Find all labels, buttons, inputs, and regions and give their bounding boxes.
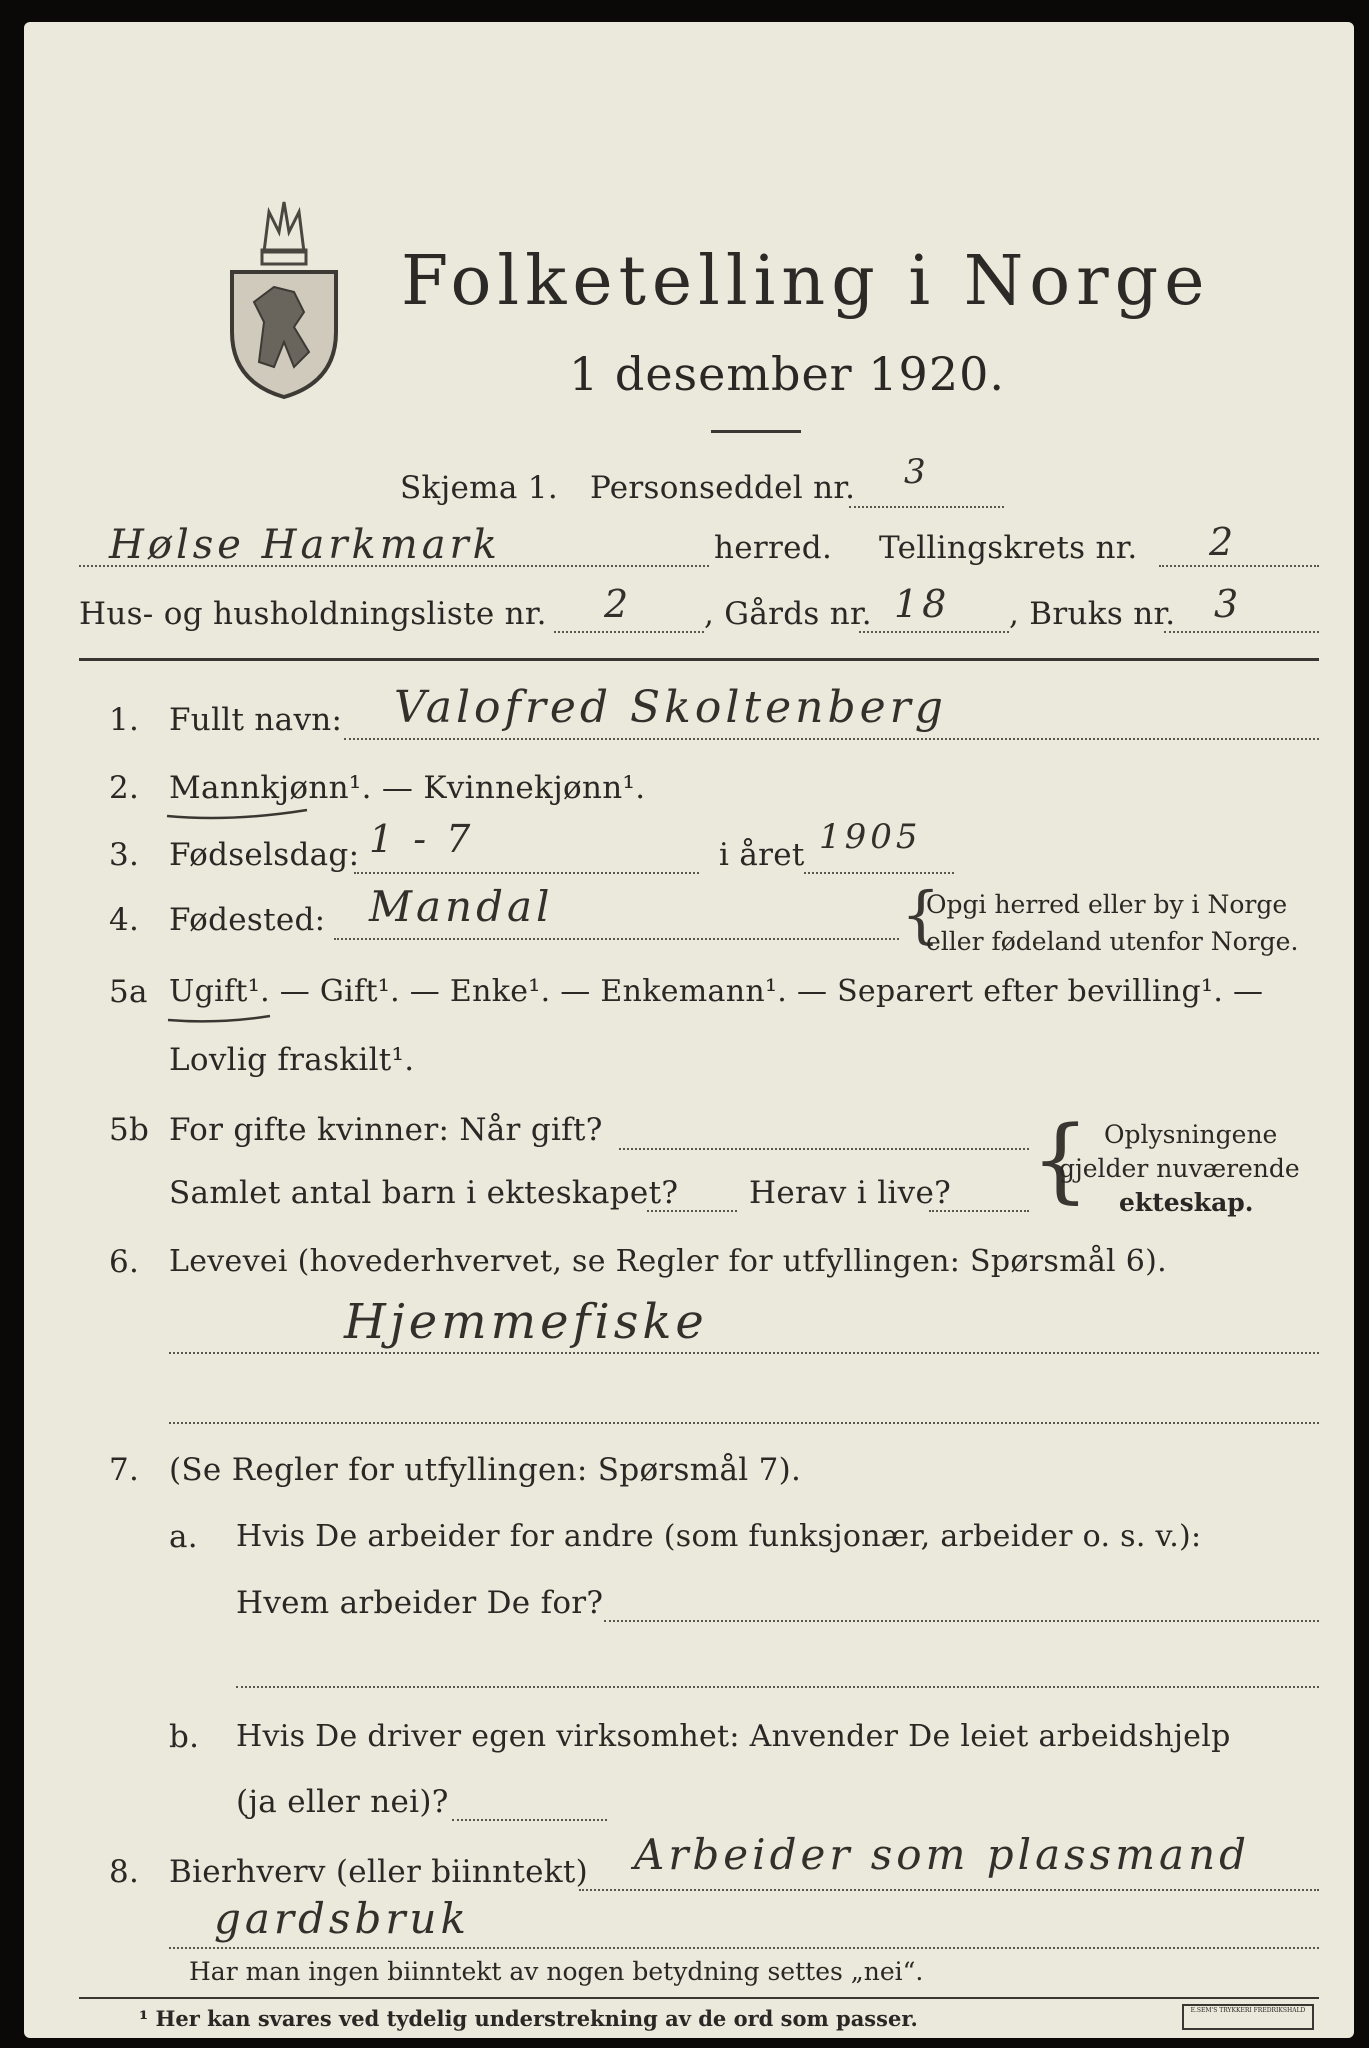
q5b-line-1 xyxy=(619,1148,1029,1150)
personseddel-line xyxy=(849,506,1004,508)
q5b-label: For gifte kvinner: Når gift? xyxy=(169,1112,603,1148)
q7-number: 7. xyxy=(109,1452,140,1488)
q3-label: Fødselsdag: xyxy=(169,837,360,873)
q8-line-2 xyxy=(169,1947,1319,1949)
bruks-line xyxy=(1164,631,1319,633)
q4-number: 4. xyxy=(109,902,140,938)
printer-stamp: E.SEM'S TRYKKERI FREDRIKSHALD xyxy=(1182,2004,1314,2030)
q7a-label: Hvis De arbeider for andre (som funksjonær, arbeider o. s. v.): xyxy=(236,1519,1202,1554)
q7b-label-2: (ja eller nei)? xyxy=(236,1784,449,1820)
gards-label: , Gårds nr. xyxy=(704,596,872,632)
q1-number: 1. xyxy=(109,702,140,738)
q5a-label-2: Lovlig fraskilt¹. xyxy=(169,1042,415,1078)
q6-number: 6. xyxy=(109,1244,140,1280)
q5b-note-line3: ekteskap. xyxy=(1119,1188,1254,1217)
census-form-card xyxy=(24,22,1354,2038)
q8-number: 8. xyxy=(109,1854,140,1890)
q2-number: 2. xyxy=(109,770,140,806)
q5b-number: 5b xyxy=(109,1112,150,1148)
husliste-line xyxy=(554,631,704,633)
personseddel-value[interactable]: 3 xyxy=(904,452,930,492)
q2-underline-mark xyxy=(162,804,312,824)
footnote-separator xyxy=(79,1997,1319,1999)
footnote: ¹ Her kan svares ved tydelig understrekning av de ord som passer. xyxy=(139,2006,918,2031)
q8-label: Bierhverv (eller biinntekt) xyxy=(169,1854,589,1890)
q5a-label: Ugift¹. — Gift¹. — Enke¹. — Enkemann¹. — Separert efter bevilling¹. — xyxy=(169,974,1264,1009)
q5b-label-2: Samlet antal barn i ekteskapet? xyxy=(169,1175,679,1211)
bruks-label: , Bruks nr. xyxy=(1009,596,1176,632)
q8-value[interactable]: Arbeider som plassmand xyxy=(634,1830,1251,1879)
form-subtitle: 1 desember 1920. xyxy=(569,347,1005,401)
q7a-label-2: Hvem arbeider De for? xyxy=(236,1585,604,1621)
q8-line-1 xyxy=(579,1889,1319,1891)
q4-value[interactable]: Mandal xyxy=(369,882,554,931)
q8-note: Har man ingen biinntekt av nogen betydning settes „nei“. xyxy=(189,1957,924,1986)
q5b-note-brace: { xyxy=(1031,1106,1090,1213)
q1-label: Fullt navn: xyxy=(169,702,343,738)
skjema-label: Skjema 1. xyxy=(400,470,558,506)
q4-note-brace: { xyxy=(901,878,941,951)
q1-value[interactable]: Valofred Skoltenberg xyxy=(394,682,947,733)
q7b-label: Hvis De driver egen virksomhet: Anvender De leiet arbeidshjelp xyxy=(236,1719,1231,1754)
form-title: Folketelling i Norge xyxy=(401,242,1211,321)
q6-line-1 xyxy=(169,1352,1319,1354)
tellingskrets-label: Tellingskrets nr. xyxy=(879,530,1138,566)
q5b-label-3: Herav i live? xyxy=(749,1175,952,1211)
tellingskrets-value[interactable]: 2 xyxy=(1209,520,1238,564)
q1-line xyxy=(344,738,1319,740)
title-divider xyxy=(711,430,801,433)
q3-year-line xyxy=(804,872,954,874)
q4-label: Fødested: xyxy=(169,902,326,938)
q5b-line-3 xyxy=(929,1210,1029,1212)
q3-value[interactable]: 1 - 7 xyxy=(369,817,475,861)
coat-of-arms-icon xyxy=(224,192,344,402)
q7a-line-1 xyxy=(604,1620,1319,1622)
q4-note-line2: eller fødeland utenfor Norge. xyxy=(926,927,1299,956)
q4-line xyxy=(334,938,899,940)
q3-year-value[interactable]: 1905 xyxy=(819,817,922,857)
q7-label: (Se Regler for utfyllingen: Spørsmål 7). xyxy=(169,1452,802,1488)
q5b-note-line1: Oplysningene xyxy=(1104,1120,1278,1149)
q3-number: 3. xyxy=(109,837,140,873)
q3-year-label: i året xyxy=(719,837,805,873)
personseddel-label: Personseddel nr. xyxy=(590,470,856,506)
gards-value[interactable]: 18 xyxy=(894,582,951,626)
husliste-value[interactable]: 2 xyxy=(604,582,633,626)
husliste-label: Hus- og husholdningsliste nr. xyxy=(79,596,547,632)
q5a-number: 5a xyxy=(109,974,148,1010)
q6-line-2 xyxy=(169,1422,1319,1424)
q3-line xyxy=(354,872,699,874)
q7a-letter: a. xyxy=(169,1519,198,1555)
herred-label: herred. xyxy=(714,530,833,566)
bruks-value[interactable]: 3 xyxy=(1214,582,1243,626)
q7b-line xyxy=(452,1819,607,1821)
q5a-underline-mark xyxy=(164,1010,274,1026)
q8-value-2[interactable]: gardsbruk xyxy=(214,1894,470,1943)
q5b-line-2 xyxy=(647,1210,737,1212)
q4-note-line1: Opgi herred eller by i Norge xyxy=(926,890,1288,919)
q6-value[interactable]: Hjemmefiske xyxy=(344,1294,708,1350)
q5b-note-line2: gjelder nuværende xyxy=(1059,1154,1300,1183)
q2-label: Mannkjønn¹. — Kvinnekjønn¹. xyxy=(169,770,646,806)
q7a-line-2 xyxy=(236,1686,1319,1688)
tellingskrets-line xyxy=(1159,565,1319,567)
q6-label: Levevei (hovederhvervet, se Regler for utfyllingen: Spørsmål 6). xyxy=(169,1244,1167,1279)
q7b-letter: b. xyxy=(169,1719,200,1755)
gards-line xyxy=(859,631,1009,633)
header-separator xyxy=(79,658,1319,661)
herred-value[interactable]: Hølse Harkmark xyxy=(109,522,501,568)
